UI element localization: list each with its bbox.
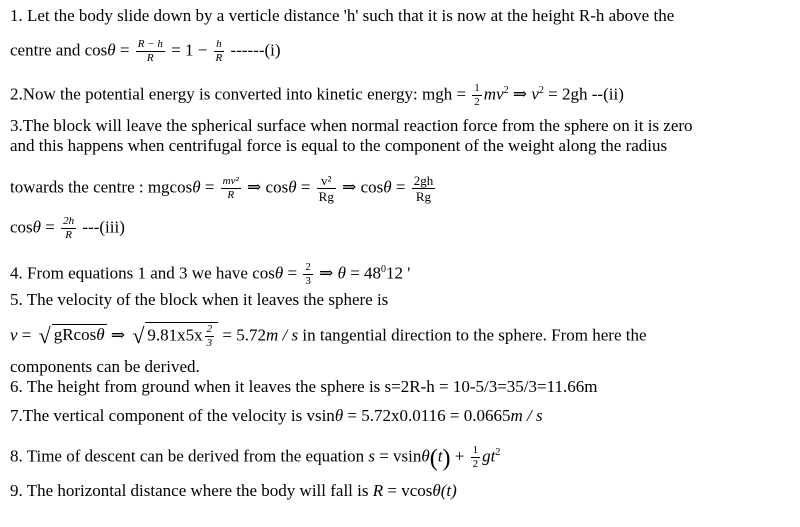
line-12: 9. The horizontal distance where the body will fall is R = vcosθ(t) xyxy=(10,481,457,500)
fraction: $\frac{h}{R}$ xyxy=(215,38,223,64)
fraction: $\frac{\text{v²}}{Rg}$ xyxy=(318,173,334,204)
line-3c: towards the centre : mgcosθ = $\frac{\text{mv²}}{R}$ ⇒ cosθ = $\frac{\text{v²}}{Rg}$ ⇒ cosθ = $\frac{2gh}{Rg}$ xyxy=(10,173,434,204)
fraction: $\frac{2}{3}$ xyxy=(206,323,213,349)
line-7: v = √ gRcosθ ⇒ √ 9.81x5x $\frac{2}{3}$ = 5.72m / s in tangential direction to the sphere. From here the xyxy=(10,323,647,349)
sqrt: 9.81x5x $\frac{2}{3}$ xyxy=(145,322,218,350)
line-5: 4. From equations 1 and 3 we have cosθ = $\frac{2}{3}$ ⇒ $\theta = 48^012$ ' xyxy=(10,261,411,288)
line-1a: 1. Let the body slide down by a verticle distance 'h' such that it is now at the height R-h above the xyxy=(10,6,675,25)
fraction: $\frac{\text{mv²}}{R}$ xyxy=(222,175,239,201)
line-3b: and this happens when centrifugal force is equal to the component of the weight along the radius xyxy=(10,136,668,155)
fraction: $\frac{1}{2}$ xyxy=(472,444,479,471)
fraction: $\frac{R - h}{R}$ xyxy=(137,38,163,64)
fraction: $\frac{1}{2}$ xyxy=(474,82,480,109)
line-11: 8. Time of descent can be derived from the equation s = vsinθ(t) + $\frac{1}{2}$ $gt^2$ xyxy=(10,444,501,472)
line-1b: centre and cosθ = $\frac{R - h}{R}$ = 1 − $\frac{h}{R}$ ------(i) xyxy=(10,38,281,64)
line-3a: 3.The block will leave the spherical surface when normal reaction force from the sphere on it is zero xyxy=(10,116,693,135)
sqrt: gRcosθ xyxy=(53,325,105,345)
line-8: components can be derived. xyxy=(10,357,200,376)
line-4: cosθ = $\frac{2h}{R}$ ---(iii) xyxy=(10,215,125,241)
line-9: 6. The height from ground when it leaves the sphere is s=2R-h = 10-5/3=35/3=11.66m xyxy=(10,377,598,396)
fraction: $\frac{2gh}{Rg}$ xyxy=(413,173,434,204)
line-10: 7.The vertical component of the velocity is vsinθ = 5.72x0.0116 = 0.0665m / s xyxy=(10,406,543,425)
fraction: $\frac{2h}{R}$ xyxy=(63,215,75,241)
fraction: $\frac{2}{3}$ xyxy=(305,261,311,288)
line-2: 2.Now the potential energy is converted into kinetic energy: mgh = $\frac{1}{2}$ $mv^2$ ⇒ $v^2 = 2gh$ --(ii) xyxy=(10,82,624,109)
line-6: 5. The velocity of the block when it leaves the sphere is xyxy=(10,290,389,309)
